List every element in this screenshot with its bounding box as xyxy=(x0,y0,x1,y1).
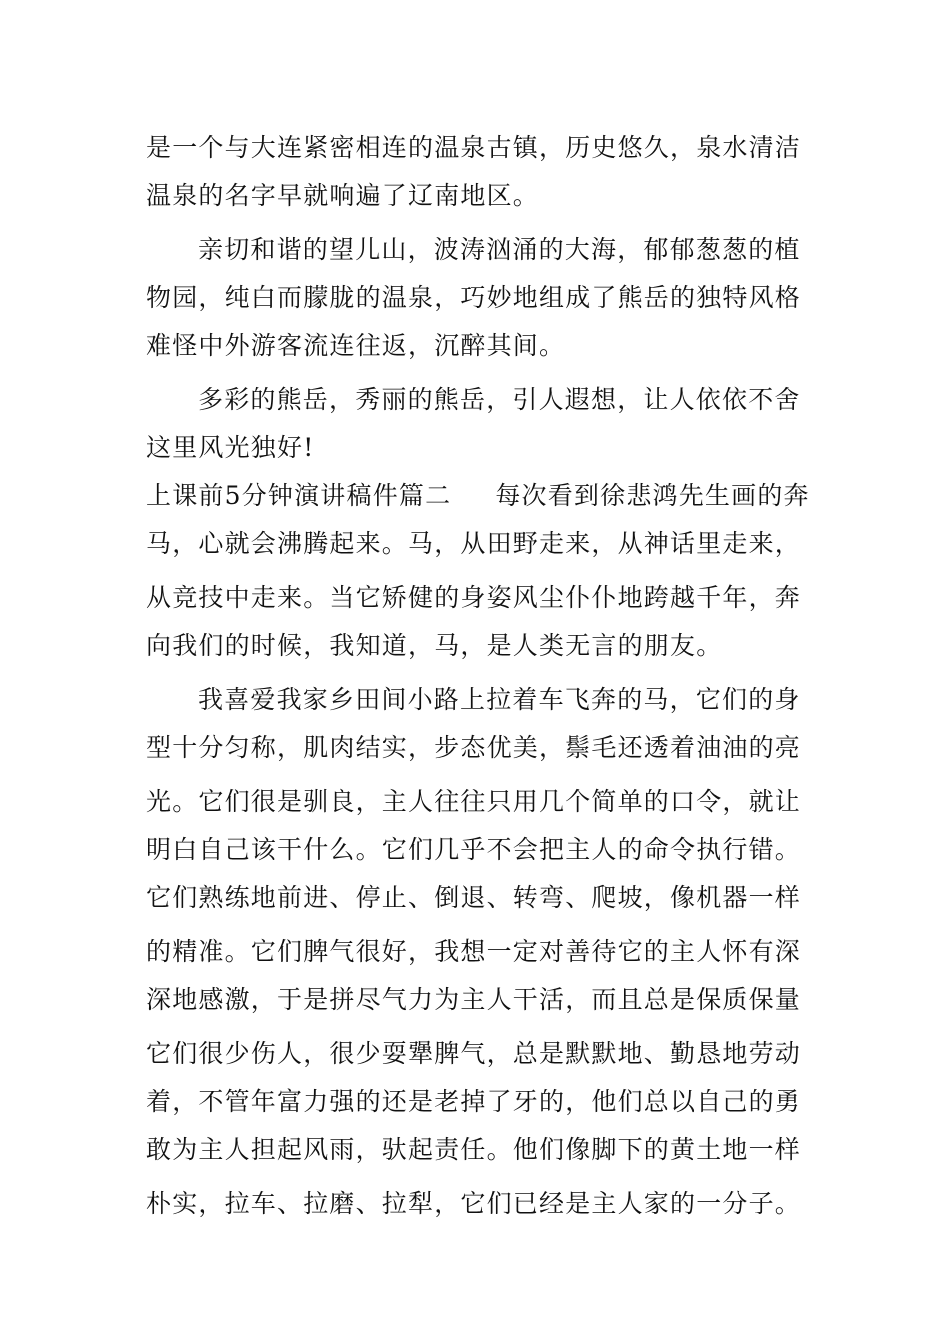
paragraph-line: 马，心就会沸腾起来。马，从田野走来，从神话里走来， xyxy=(146,529,802,558)
paragraph-line: 朴实，拉车、拉磨、拉犁，它们已经是主人家的一分子。 xyxy=(146,1189,802,1218)
paragraph-line: 多彩的熊岳，秀丽的熊岳，引人遐想，让人依依不舍 xyxy=(198,385,801,414)
paragraph-line: 是一个与大连紧密相连的温泉古镇，历史悠久，泉水清洁 xyxy=(146,133,802,162)
section-heading: 上课前5分钟演讲稿件篇二 xyxy=(146,481,452,510)
paragraph-line: 向我们的时候，我知道，马，是人类无言的朋友。 xyxy=(146,631,723,660)
paragraph-line: 着，不管年富力强的还是老掉了牙的，他们总以自己的勇 xyxy=(146,1087,802,1116)
section-heading-line xyxy=(146,476,826,516)
paragraph-line: 深地感激，于是拼尽气力为主人干活，而且总是保质保量 xyxy=(146,985,802,1014)
paragraph-line: 物园，纯白而朦胧的温泉，巧妙地组成了熊岳的独特风格 xyxy=(146,283,802,312)
paragraph-line: 的精准。它们脾气很好，我想一定对善待它的主人怀有深 xyxy=(146,937,802,966)
paragraph-line: 从竞技中走来。当它矫健的身姿风尘仆仆地跨越千年，奔 xyxy=(146,583,802,612)
paragraph-line: 光。它们很是驯良，主人往往只用几个简单的口令，就让 xyxy=(146,787,802,816)
paragraph-line: 亲切和谐的望儿山，波涛汹涌的大海，郁郁葱葱的植 xyxy=(198,235,801,264)
paragraph-line: 我喜爱我家乡田间小路上拉着车飞奔的马，它们的身 xyxy=(198,685,801,714)
paragraph-line: 每次看到徐悲鸿先生画的奔 xyxy=(495,481,810,510)
paragraph-line: 它们熟练地前进、停止、倒退、转弯、爬坡，像机器一样 xyxy=(146,883,802,912)
paragraph-line: 温泉的名字早就响遍了辽南地区。 xyxy=(146,181,540,210)
paragraph-line: 明白自己该干什么。它们几乎不会把主人的命令执行错。 xyxy=(146,835,802,864)
paragraph-line: 这里风光独好! xyxy=(146,433,315,462)
paragraph-line: 敢为主人担起风雨，驮起责任。他们像脚下的黄土地一样 xyxy=(146,1135,802,1164)
paragraph-line: 它们很少伤人，很少耍犟脾气，总是默默地、勤恳地劳动 xyxy=(146,1039,802,1068)
paragraph-line: 难怪中外游客流连往返，沉醉其间。 xyxy=(146,331,566,360)
paragraph-line: 型十分匀称，肌肉结实，步态优美，鬃毛还透着油油的亮 xyxy=(146,733,802,762)
